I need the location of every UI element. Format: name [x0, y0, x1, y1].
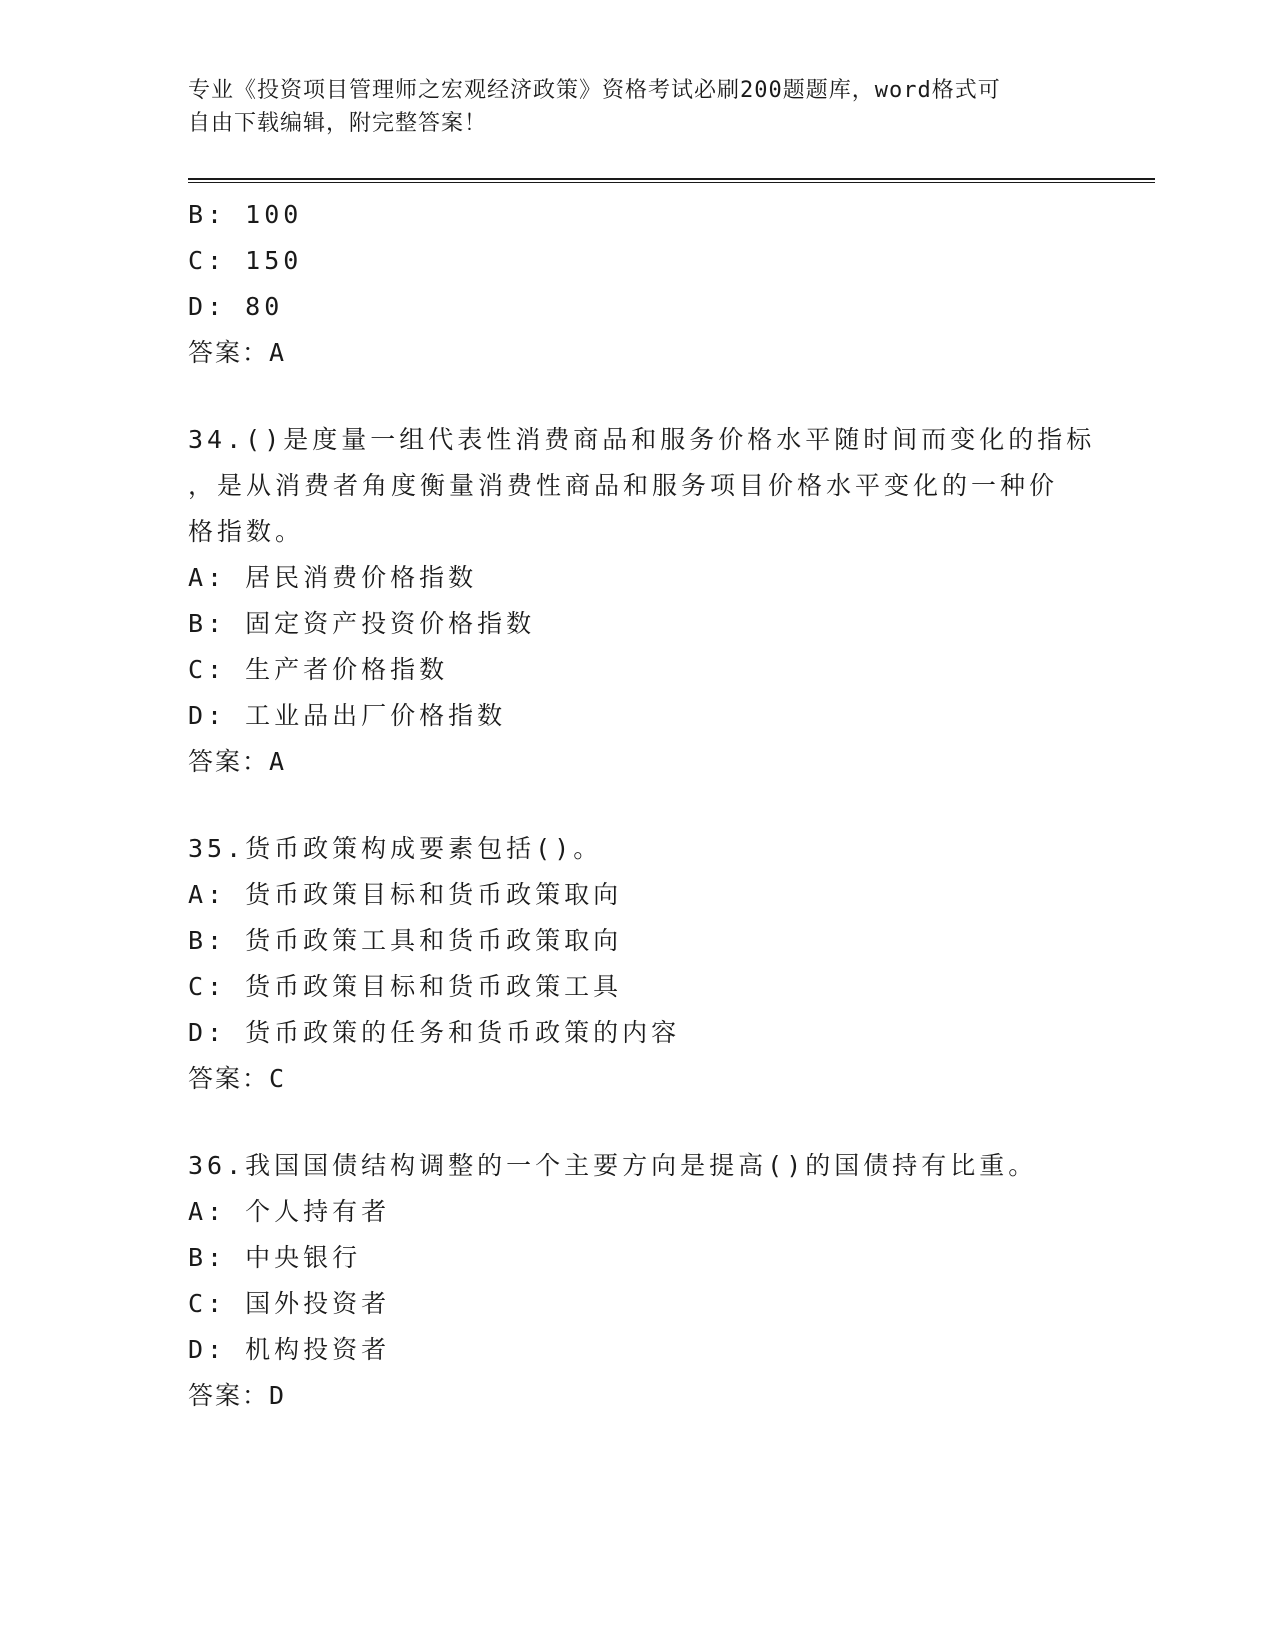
answer-line: 答案：C	[188, 1064, 287, 1093]
question-block-34	[188, 417, 1098, 785]
option-c: C: 150	[188, 246, 303, 275]
answer-line: 答案：A	[188, 338, 287, 367]
question-stem-line: 格指数。	[188, 517, 305, 546]
answer-line: 答案：D	[188, 1381, 287, 1410]
question-stem-line: 34.()是度量一组代表性消费商品和服务价格水平随时间而变化的指标	[188, 425, 1096, 454]
question-block-prev	[188, 192, 1098, 376]
header-title-line-2: 自由下载编辑，附完整答案！	[188, 111, 488, 136]
option-a: A: 货币政策目标和货币政策取向	[188, 880, 623, 909]
option-c: C: 货币政策目标和货币政策工具	[188, 972, 623, 1001]
header-title-line-1: 专业《投资项目管理师之宏观经济政策》资格考试必刷200题题库，word格式可	[188, 78, 1001, 103]
question-stem-line: 35.货币政策构成要素包括()。	[188, 834, 603, 863]
option-c: C: 国外投资者	[188, 1289, 391, 1318]
option-b: B: 货币政策工具和货币政策取向	[188, 926, 623, 955]
option-b: B: 固定资产投资价格指数	[188, 609, 536, 638]
question-block-36	[188, 1143, 1098, 1419]
option-d: D: 机构投资者	[188, 1335, 391, 1364]
answer-line: 答案：A	[188, 747, 287, 776]
option-d: D: 货币政策的任务和货币政策的内容	[188, 1018, 681, 1047]
option-a: A: 个人持有者	[188, 1197, 391, 1226]
option-b: B: 中央银行	[188, 1243, 362, 1272]
header-divider	[188, 178, 1155, 183]
option-d: D: 80	[188, 292, 284, 321]
document-header	[188, 74, 1088, 140]
question-list	[188, 192, 1098, 1419]
question-stem-line: ，是从消费者角度衡量消费性商品和服务项目价格水平变化的一种价	[188, 471, 1059, 500]
question-block-35	[188, 826, 1098, 1102]
option-d: D: 工业品出厂价格指数	[188, 701, 507, 730]
option-c: C: 生产者价格指数	[188, 655, 449, 684]
question-stem-line: 36.我国国债结构调整的一个主要方向是提高()的国债持有比重。	[188, 1151, 1038, 1180]
option-a: A: 居民消费价格指数	[188, 563, 478, 592]
option-b: B: 100	[188, 200, 303, 229]
